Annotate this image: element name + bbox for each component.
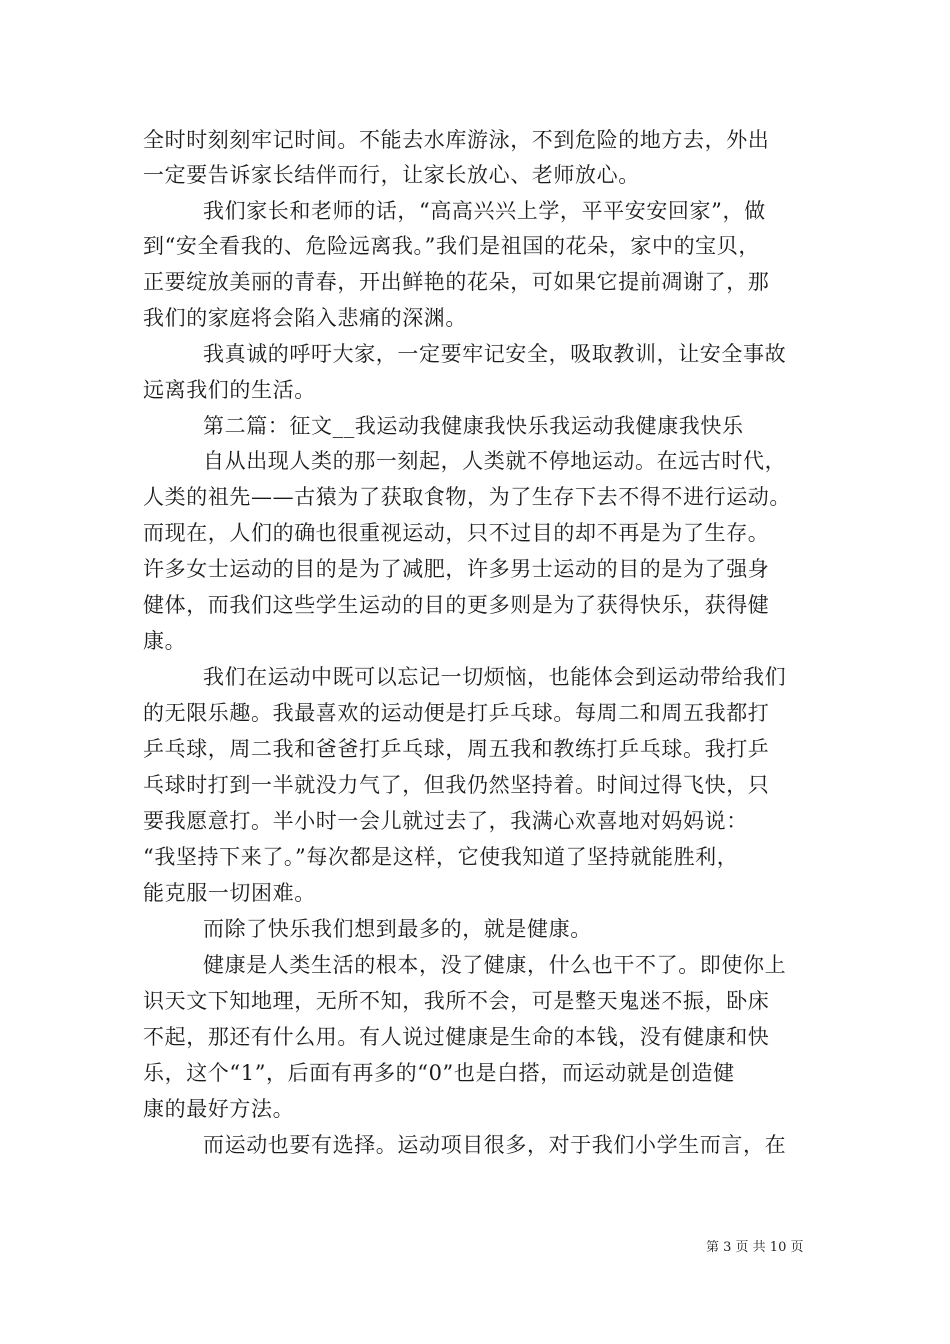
text-line: “我坚持下来了。”每次都是这样，它使我知道了坚持就能胜利， [143,845,739,869]
text-line: 我真诚的呼吁大家，一定要牢记安全，吸取教训，让安全事故 [203,342,787,366]
page-number: 第 3 页 共 10 页 [706,1240,804,1255]
text-line: 识天文下知地理，无所不知，我所不会，可是整天鬼迷不振，卧床 [143,989,770,1013]
text-line: 全时时刻刻牢记时间。不能去水库游泳，不到危险的地方去，外出 [143,128,770,152]
text-line: 健体，而我们这些学生运动的目的更多则是为了获得快乐，获得健 [143,593,770,617]
text-line: 许多女士运动的目的是为了减肥，许多男士运动的目的是为了强身 [143,557,770,581]
text-line: 一定要告诉家长结伴而行，让家长放心、老师放心。 [143,163,640,187]
text-line: 健康是人类生活的根本，没了健康，什么也干不了。即使你上 [203,953,787,977]
text-line: 康的最好方法。 [143,1097,295,1121]
text-line: 我们在运动中既可以忘记一切烦恼，也能体会到运动带给我们 [203,665,787,689]
text-line: 正要绽放美丽的青春，开出鲜艳的花朵，可如果它提前凋谢了，那 [143,270,770,294]
text-line: 而运动也要有选择。运动项目很多，对于我们小学生而言，在 [203,1133,787,1157]
text-line: 到“安全看我的、危险远离我。”我们是祖国的花朵，家中的宝贝， [143,234,760,258]
text-line: 远离我们的生活。 [143,378,316,402]
text-line: 乒乓球，周二我和爸爸打乒乓球，周五我和教练打乒乓球。我打乒 [143,737,770,761]
text-line: 不起，那还有什么用。有人说过健康是生命的本钱，没有健康和快 [143,1025,770,1049]
text-line: 自从出现人类的那一刻起，人类就不停地运动。在远古时代， [203,449,787,473]
text-line: 我们的家庭将会陷入悲痛的深渊。 [143,306,467,330]
text-line: 而除了快乐我们想到最多的，就是健康。 [203,917,592,941]
text-line: 能克服一切困难。 [143,881,316,905]
text-line: 要我愿意打。半小时一会儿就过去了，我满心欢喜地对妈妈说： [143,809,748,833]
section-heading: 第二篇：征文__我运动我健康我快乐我运动我健康我快乐 [203,414,744,438]
text-line: 的无限乐趣。我最喜欢的运动便是打乒乓球。每周二和周五我都打 [143,701,770,725]
text-line: 康。 [143,629,187,653]
text-line: 乐，这个“1”，后面有再多的“0”也是白搭，而运动就是创造健 [143,1061,735,1085]
text-line: 而现在，人们的确也很重视运动，只不过目的却不再是为了生存。 [143,521,770,545]
text-line: 乓球时打到一半就没力气了，但我仍然坚持着。时间过得飞快，只 [143,773,770,797]
text-line: 我们家长和老师的话，“高高兴兴上学，平平安安回家”，做 [203,199,766,223]
text-line: 人类的祖先——古猿为了获取食物，为了生存下去不得不进行运动。 [143,485,791,509]
